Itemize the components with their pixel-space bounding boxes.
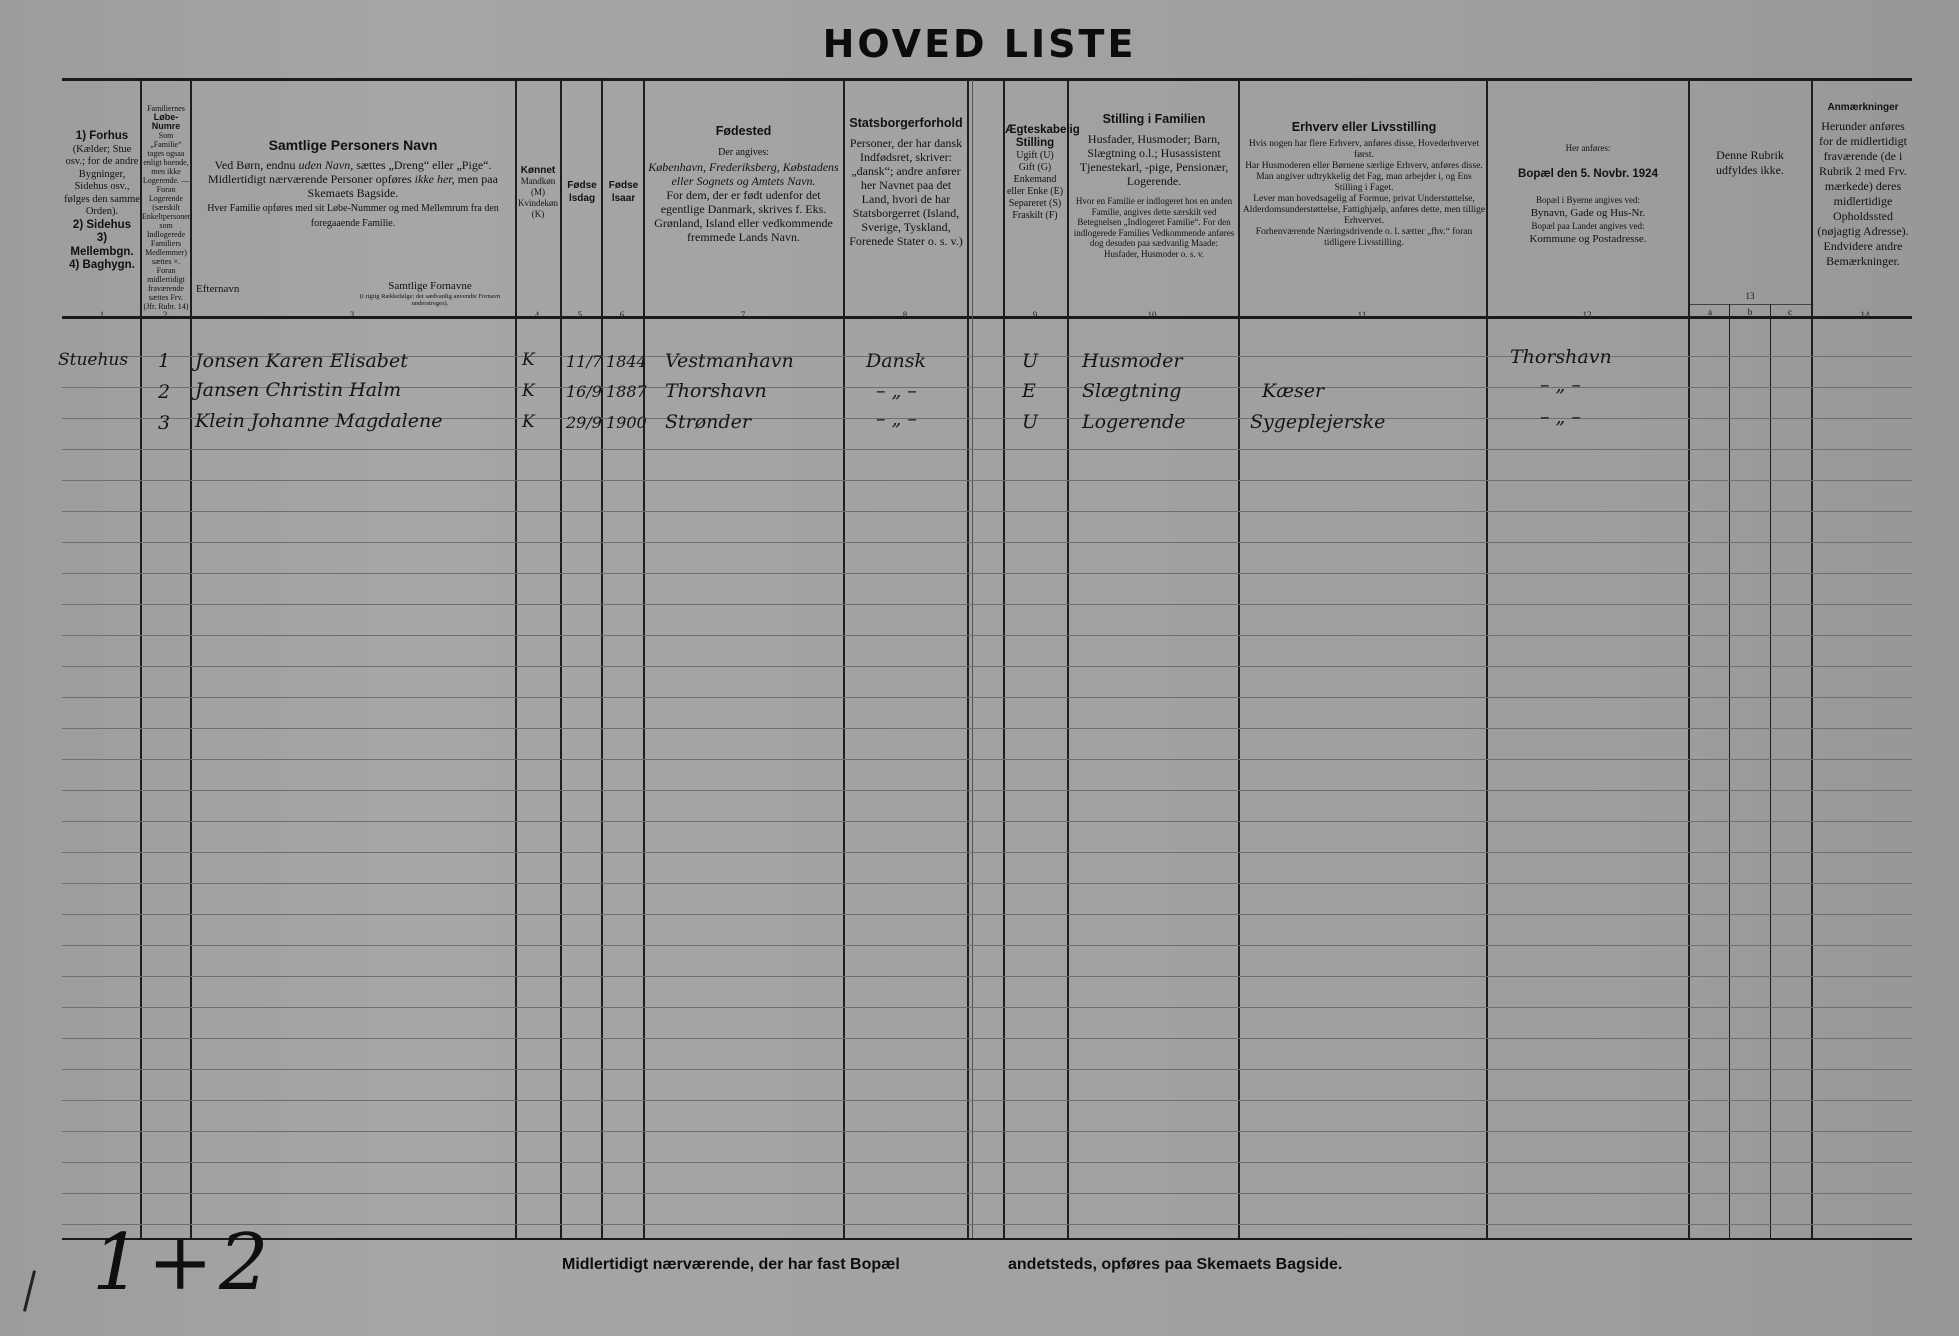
fodselsaar-title: Fødselsaar bbox=[608, 180, 639, 204]
navn-note-1a: Ved Børn, endnu bbox=[214, 158, 296, 172]
header-col4 bbox=[516, 165, 560, 220]
colnum-14: 14 bbox=[1860, 310, 1870, 320]
navn-note-1b: uden Navn, bbox=[298, 158, 354, 172]
anmaerkninger-note: Herunder anføres for de midlertidigt fraværende (de i Rubrik 2 med Frv. mærkede) deres midlertidige Opholdssted (nøjagtig Adresse). Endvidere andre Bemærkninger. bbox=[1817, 119, 1909, 268]
row3-name: Klein Johanne Magdalene bbox=[195, 410, 443, 432]
row-rule bbox=[62, 542, 1912, 543]
col-divider bbox=[601, 80, 603, 1238]
colnum-3: 3 bbox=[349, 310, 355, 320]
row-rule bbox=[62, 1038, 1912, 1039]
header-col1 bbox=[64, 130, 140, 273]
header-col5 bbox=[563, 180, 601, 205]
efternavn-label: Efternavn bbox=[196, 283, 240, 295]
col13-sub-divider bbox=[1770, 304, 1771, 1238]
col13-b: b bbox=[1747, 307, 1753, 317]
gift-label: Gift (G) bbox=[1018, 162, 1052, 173]
row2-birthplace: Thorshavn bbox=[665, 380, 767, 402]
col-divider bbox=[643, 80, 645, 1238]
row-rule bbox=[62, 821, 1912, 822]
header-bottom-border bbox=[62, 316, 1912, 319]
row-rule bbox=[62, 1007, 1912, 1008]
col13-sub-divider bbox=[1729, 304, 1730, 1238]
row1-year: 1844 bbox=[606, 352, 647, 371]
fodested-note-b: København, Frederiksberg, Købstadens eller Sognets og Amtets Navn. bbox=[648, 160, 839, 188]
row2-year: 1887 bbox=[606, 382, 647, 401]
colnum-5: 5 bbox=[577, 310, 583, 320]
row2-citizenship: – „ – bbox=[876, 380, 917, 402]
row-rule bbox=[62, 728, 1912, 729]
row3-sex: K bbox=[522, 412, 535, 432]
row1-number: 1 bbox=[158, 350, 171, 372]
footer-right: andetsteds, opføres paa Skemaets Bagside. bbox=[1008, 1256, 1343, 1273]
colnum-2: 2 bbox=[162, 310, 168, 320]
bopael-date: Bopæl den 5. Novbr. 1924 bbox=[1518, 168, 1658, 180]
row1-residence: Thorshavn bbox=[1510, 346, 1612, 368]
footer-left: Midlertidigt nærværende, der har fast Bopæl bbox=[562, 1256, 900, 1273]
row2-name: Jansen Christin Halm bbox=[195, 379, 402, 401]
colnum-9: 9 bbox=[1032, 310, 1038, 320]
enke-label: Enkemand eller Enke (E) bbox=[1006, 174, 1064, 197]
row3-civil-status: U bbox=[1022, 411, 1039, 433]
colnum-8: 8 bbox=[902, 310, 908, 320]
familiernes-label: Familiernes bbox=[147, 104, 185, 113]
mellembygning-label: 3) Mellembgn. bbox=[70, 232, 134, 258]
erhverv-note-c: Man angiver udtrykkelig det Fag, man arbejder i, og Ens Stilling i Faget. bbox=[1256, 172, 1472, 193]
header-col10 bbox=[1072, 112, 1236, 259]
aegteskab-title: Ægteskabelig Stilling bbox=[1005, 124, 1080, 149]
col-divider bbox=[967, 80, 969, 1238]
col-divider bbox=[515, 80, 517, 1238]
row-rule bbox=[62, 635, 1912, 636]
row-rule bbox=[62, 449, 1912, 450]
row2-residence: – „ – bbox=[1540, 374, 1581, 396]
colnum-7: 7 bbox=[740, 310, 746, 320]
row-rule bbox=[62, 511, 1912, 512]
col-divider bbox=[1486, 80, 1488, 1238]
row1-building: Stuehus bbox=[58, 350, 129, 370]
row3-residence: – „ – bbox=[1540, 406, 1581, 428]
row-rule bbox=[62, 945, 1912, 946]
bopael-note-a: Her anføres: bbox=[1565, 143, 1611, 153]
row-rule bbox=[62, 883, 1912, 884]
col-divider bbox=[560, 80, 562, 1238]
stilling-title: Stilling i Familien bbox=[1102, 112, 1206, 126]
row-rule bbox=[62, 976, 1912, 977]
row2-number: 2 bbox=[158, 381, 171, 403]
col13-number: 13 bbox=[1745, 291, 1755, 301]
row1-citizenship: Dansk bbox=[866, 350, 927, 372]
page-title: HOVED LISTE bbox=[822, 22, 1137, 66]
sidehus-label: 2) Sidehus bbox=[72, 218, 132, 231]
fornavne-label bbox=[345, 280, 515, 307]
row3-year: 1900 bbox=[606, 413, 647, 432]
navn-note-1c: sættes „Dreng“ eller „Pige“. bbox=[356, 158, 492, 172]
baghygning-label: 4) Baghygn. bbox=[69, 259, 135, 271]
row2-civil-status: E bbox=[1022, 380, 1036, 402]
header-col13: Denne Rubrik udfyldes ikke. bbox=[1716, 148, 1784, 177]
row2-occupation: Kæser bbox=[1262, 380, 1325, 402]
navn-note-3: Hver Familie opføres med sit Løbe-Nummer og med Mellemrum fra den foregaaende Familie. bbox=[207, 203, 499, 229]
separeret-label: Separeret (S) bbox=[1008, 198, 1062, 209]
header-col2 bbox=[142, 104, 190, 311]
row1-civil-status: U bbox=[1022, 350, 1039, 372]
colnum-1: 1 bbox=[99, 310, 105, 320]
lobe-numre-label: Løbe-Numre bbox=[151, 112, 181, 131]
fornavne-text: Samtlige Fornavne bbox=[388, 280, 472, 292]
row3-day: 29/9 bbox=[566, 413, 602, 432]
table-bottom-border bbox=[62, 1238, 1912, 1240]
row-rule bbox=[62, 790, 1912, 791]
col13-a: a bbox=[1708, 307, 1712, 317]
erhverv-note-d: Lever man hovedsagelig af Formue, privat Understøttelse, Alderdomsunderstøttelse, Fattighjælp, anføres dette, men tillige Erhvervet. bbox=[1242, 194, 1486, 226]
row2-day: 16/9 bbox=[566, 382, 602, 401]
fornavne-note: (i rigtig Rækkefølge; det sædvanlig anvendte Fornavn understreges). bbox=[359, 292, 501, 307]
kon-mand: Mandkøn (M) bbox=[520, 176, 556, 197]
row3-birthplace: Strønder bbox=[665, 411, 751, 433]
header-col3 bbox=[194, 138, 512, 230]
fold-line bbox=[972, 80, 973, 1238]
stilling-note-b: Hvor en Familie er indlogeret hos en anden Familie, angives dette særskilt ved Betegnelsen „Indlogeret Familie“. For den indlogerede Families Vedkommende anføres dog desuden paa sædvanlig Maade: Husfader, Husmoder o. s. v. bbox=[1073, 196, 1235, 259]
stilling-note-a: Husfader, Husmoder; Barn, Slægtning o.l.; Husassistent Tjenestekarl, -pige, Pensionær, Logerende. bbox=[1079, 132, 1229, 188]
row-rule bbox=[62, 1131, 1912, 1132]
navn-note-2b: ikke her, bbox=[414, 172, 455, 186]
col-divider bbox=[190, 80, 192, 1238]
fodested-title: Fødested bbox=[715, 124, 772, 138]
fraskilt-label: Fraskilt (F) bbox=[1012, 210, 1058, 221]
bopael-note-c: Bopæl i Byerne angives ved: bbox=[1536, 195, 1640, 205]
row-rule bbox=[62, 1100, 1912, 1101]
row-rule bbox=[62, 480, 1912, 481]
row3-number: 3 bbox=[158, 412, 171, 434]
colnum-11: 11 bbox=[1357, 310, 1367, 320]
col-divider bbox=[1811, 80, 1813, 1238]
navn-title: Samtlige Personers Navn bbox=[268, 137, 438, 153]
colnum-6: 6 bbox=[619, 310, 625, 320]
header-col9 bbox=[1005, 124, 1080, 222]
navn-note-2c: men paa Skemaets Bagside. bbox=[307, 172, 498, 200]
row-rule bbox=[62, 1069, 1912, 1070]
header-col11 bbox=[1242, 122, 1486, 249]
row-rule bbox=[62, 852, 1912, 853]
row-rule bbox=[62, 573, 1912, 574]
erhverv-note-b: Har Husmoderen eller Børnene særlige Erhverv, anføres disse. bbox=[1245, 161, 1483, 171]
row3-occupation: Sygeplejerske bbox=[1250, 411, 1386, 433]
fodested-note-a: Der angives: bbox=[718, 147, 769, 158]
margin-tick-mark bbox=[23, 1270, 36, 1311]
bopael-note-e: Bopæl paa Landet angives ved: bbox=[1531, 221, 1645, 231]
colnum-4: 4 bbox=[534, 310, 540, 320]
header-col6 bbox=[604, 180, 643, 205]
header-col7 bbox=[647, 124, 840, 244]
row3-role: Logerende bbox=[1082, 411, 1186, 433]
col-divider bbox=[1688, 80, 1690, 1238]
row1-day: 11/7 bbox=[566, 352, 602, 371]
anmaerkninger-title: Anmærkninger bbox=[1827, 102, 1899, 113]
row-rule bbox=[62, 1224, 1912, 1225]
fodselsdag-title: Fødselsdag bbox=[567, 180, 597, 204]
col-divider bbox=[1003, 80, 1005, 1238]
col13-c: c bbox=[1788, 307, 1792, 317]
row-rule bbox=[62, 666, 1912, 667]
col-divider bbox=[1238, 80, 1240, 1238]
row3-citizenship: – „ – bbox=[876, 408, 917, 430]
col-divider bbox=[843, 80, 845, 1238]
row-rule bbox=[62, 759, 1912, 760]
statsborger-note: Personer, der har dansk Indfødsret, skriver: „dansk“; andre anfører her Navnet paa det Land, hvori de har Statsborgerret (Island, Sverige, Tyskland, Forenede Stater o. s. v.) bbox=[849, 136, 963, 248]
row-rule bbox=[62, 697, 1912, 698]
bopael-note-d: Bynavn, Gade og Hus-Nr. bbox=[1530, 207, 1646, 219]
erhverv-title: Erhverv eller Livsstilling bbox=[1291, 120, 1437, 134]
col13-sub-divider bbox=[1688, 304, 1812, 305]
row-rule bbox=[62, 1162, 1912, 1163]
colnum-12: 12 bbox=[1582, 310, 1592, 320]
forhus-note: (Kælder; Stue osv.; for de andre Bygninger, Sidehus osv., følges den samme Orden). bbox=[64, 143, 140, 217]
colnum-10: 10 bbox=[1147, 310, 1157, 320]
navn-note-2a: Midlertidigt nærværende Personer opføres bbox=[208, 172, 412, 186]
fodested-note-c: For dem, der er født udenfor det egentlige Danmark, skrives f. Eks. Grønland, Island eller vedkommende fremmede Lands Navn. bbox=[654, 188, 833, 244]
row1-role: Husmoder bbox=[1082, 350, 1183, 372]
lobe-numre-note: Som „Familie“ tages ogsaa enligt boende, men ikke Logerende. — Foran Logerende (særskilt Enkeltpersoner som Indlogerede Familiers Medlemmer) sættes ×. Foran midlertidigt fraværende sættes Frv. (Jfr. Rubr. 14) bbox=[142, 131, 191, 311]
col-divider bbox=[1067, 80, 1069, 1238]
row-rule bbox=[62, 1193, 1912, 1194]
statsborger-title: Statsborgerforhold bbox=[849, 116, 963, 130]
row2-role: Slægtning bbox=[1082, 380, 1182, 402]
margin-note: 1+2 bbox=[92, 1218, 275, 1308]
row1-sex: K bbox=[522, 350, 535, 370]
kon-title: Kønnet bbox=[520, 165, 556, 176]
row-rule bbox=[62, 604, 1912, 605]
header-col8 bbox=[847, 116, 965, 248]
kon-kvinde: Kvindekøn (K) bbox=[518, 198, 558, 219]
forhus-label: 1) Forhus bbox=[75, 130, 129, 142]
bopael-note-f: Kommune og Postadresse. bbox=[1529, 233, 1647, 245]
row-rule bbox=[62, 914, 1912, 915]
row1-birthplace: Vestmanhavn bbox=[665, 350, 794, 372]
row2-sex: K bbox=[522, 381, 535, 401]
header-col12 bbox=[1490, 142, 1686, 246]
erhverv-note-a: Hvis nogen har flere Erhverv, anføres disse, Hovederhvervet først. bbox=[1248, 139, 1480, 160]
top-border bbox=[62, 78, 1912, 81]
header-col14 bbox=[1815, 100, 1911, 269]
ugift-label: Ugift (U) bbox=[1016, 150, 1054, 161]
row1-name: Jonsen Karen Elisabet bbox=[195, 350, 408, 372]
erhverv-note-e: Forhenværende Næringsdrivende o. l. sætter „fhv.“ foran tidligere Livsstilling. bbox=[1255, 227, 1473, 248]
